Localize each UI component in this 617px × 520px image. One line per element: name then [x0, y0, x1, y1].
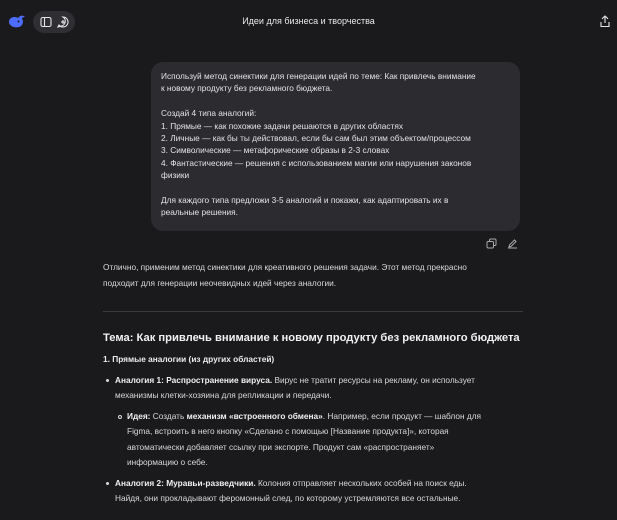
assistant-intro: Отлично, применим метод синектики для креативного решения задачи. Этот метод прекрасно подходит для генерации неочевидных идей через аналогии.	[103, 262, 467, 288]
user-message-line: 2. Личные — как бы ты действовал, если бы сам был этим объектом/процессом	[161, 133, 471, 144]
analogy-title: Аналогия 1: Распространение вируса.	[115, 374, 273, 385]
user-message-line: физики	[161, 170, 190, 181]
top-bar	[0, 0, 617, 44]
deepseek-whale-logo-icon[interactable]	[8, 14, 26, 30]
sidebar-toggle-icon[interactable]	[39, 15, 53, 29]
assistant-message	[103, 260, 523, 507]
edit-icon[interactable]	[507, 238, 518, 249]
user-message-line: Создай 4 типа аналогий:	[161, 108, 257, 119]
user-message-line: Для каждого типа предложи 3-5 аналогий и покажи, как адаптировать их в	[161, 195, 449, 206]
section-heading: 1. Прямые аналогии (из других областей)	[103, 354, 275, 364]
divider	[103, 311, 523, 312]
list-item: Идея: Создать механизм «встроенного обмена». Например, если продукт — шаблон для Figma, встроить в него кнопку «Сделано с помощью [Название продукта]», которая автоматически добавляет ссылку при экспорте. Продукт сам «распространяет» информацию о себе.	[115, 409, 523, 471]
share-icon[interactable]	[599, 15, 611, 28]
list-item: Аналогия 2: Муравьи-разведчики. Колония отправляет нескольких особей на поиск еды. Найдя, они прокладывают феромонный след, по которому устремляются все остальные.	[103, 476, 523, 507]
user-message-line: к новому продукту без рекламного бюджета.	[161, 83, 333, 94]
idea-label: Идея:	[127, 410, 151, 421]
chat-title: Идеи для бизнеса и творчества	[242, 16, 375, 26]
copy-icon[interactable]	[486, 238, 497, 249]
analogy-title: Аналогия 2: Муравьи-разведчики.	[115, 477, 256, 488]
user-message-line: 1. Прямые — как похожие задачи решаются в других областях	[161, 120, 403, 131]
list-item: Аналогия 1: Распространение вируса. Вирус не тратит ресурсы на рекламу, он использует механизмы клетки-хозяина для репликации и передачи.	[103, 373, 523, 404]
sidebar-controls	[33, 11, 75, 33]
user-message-line: Используй метод синектики для генерации идей по теме: Как привлечь внимание	[161, 71, 476, 81]
response-heading: Тема: Как привлечь внимание к новому продукту без рекламного бюджета	[103, 332, 520, 344]
user-message-line: 3. Символические — метафорические образы в 2-3 словах	[161, 145, 390, 156]
new-chat-icon[interactable]	[56, 15, 70, 29]
user-message-line: 4. Фантастические — решения с использованием магии или нарушения законов	[161, 157, 472, 168]
user-message-bubble	[151, 62, 520, 231]
user-message-line: реальные решения.	[161, 207, 238, 218]
